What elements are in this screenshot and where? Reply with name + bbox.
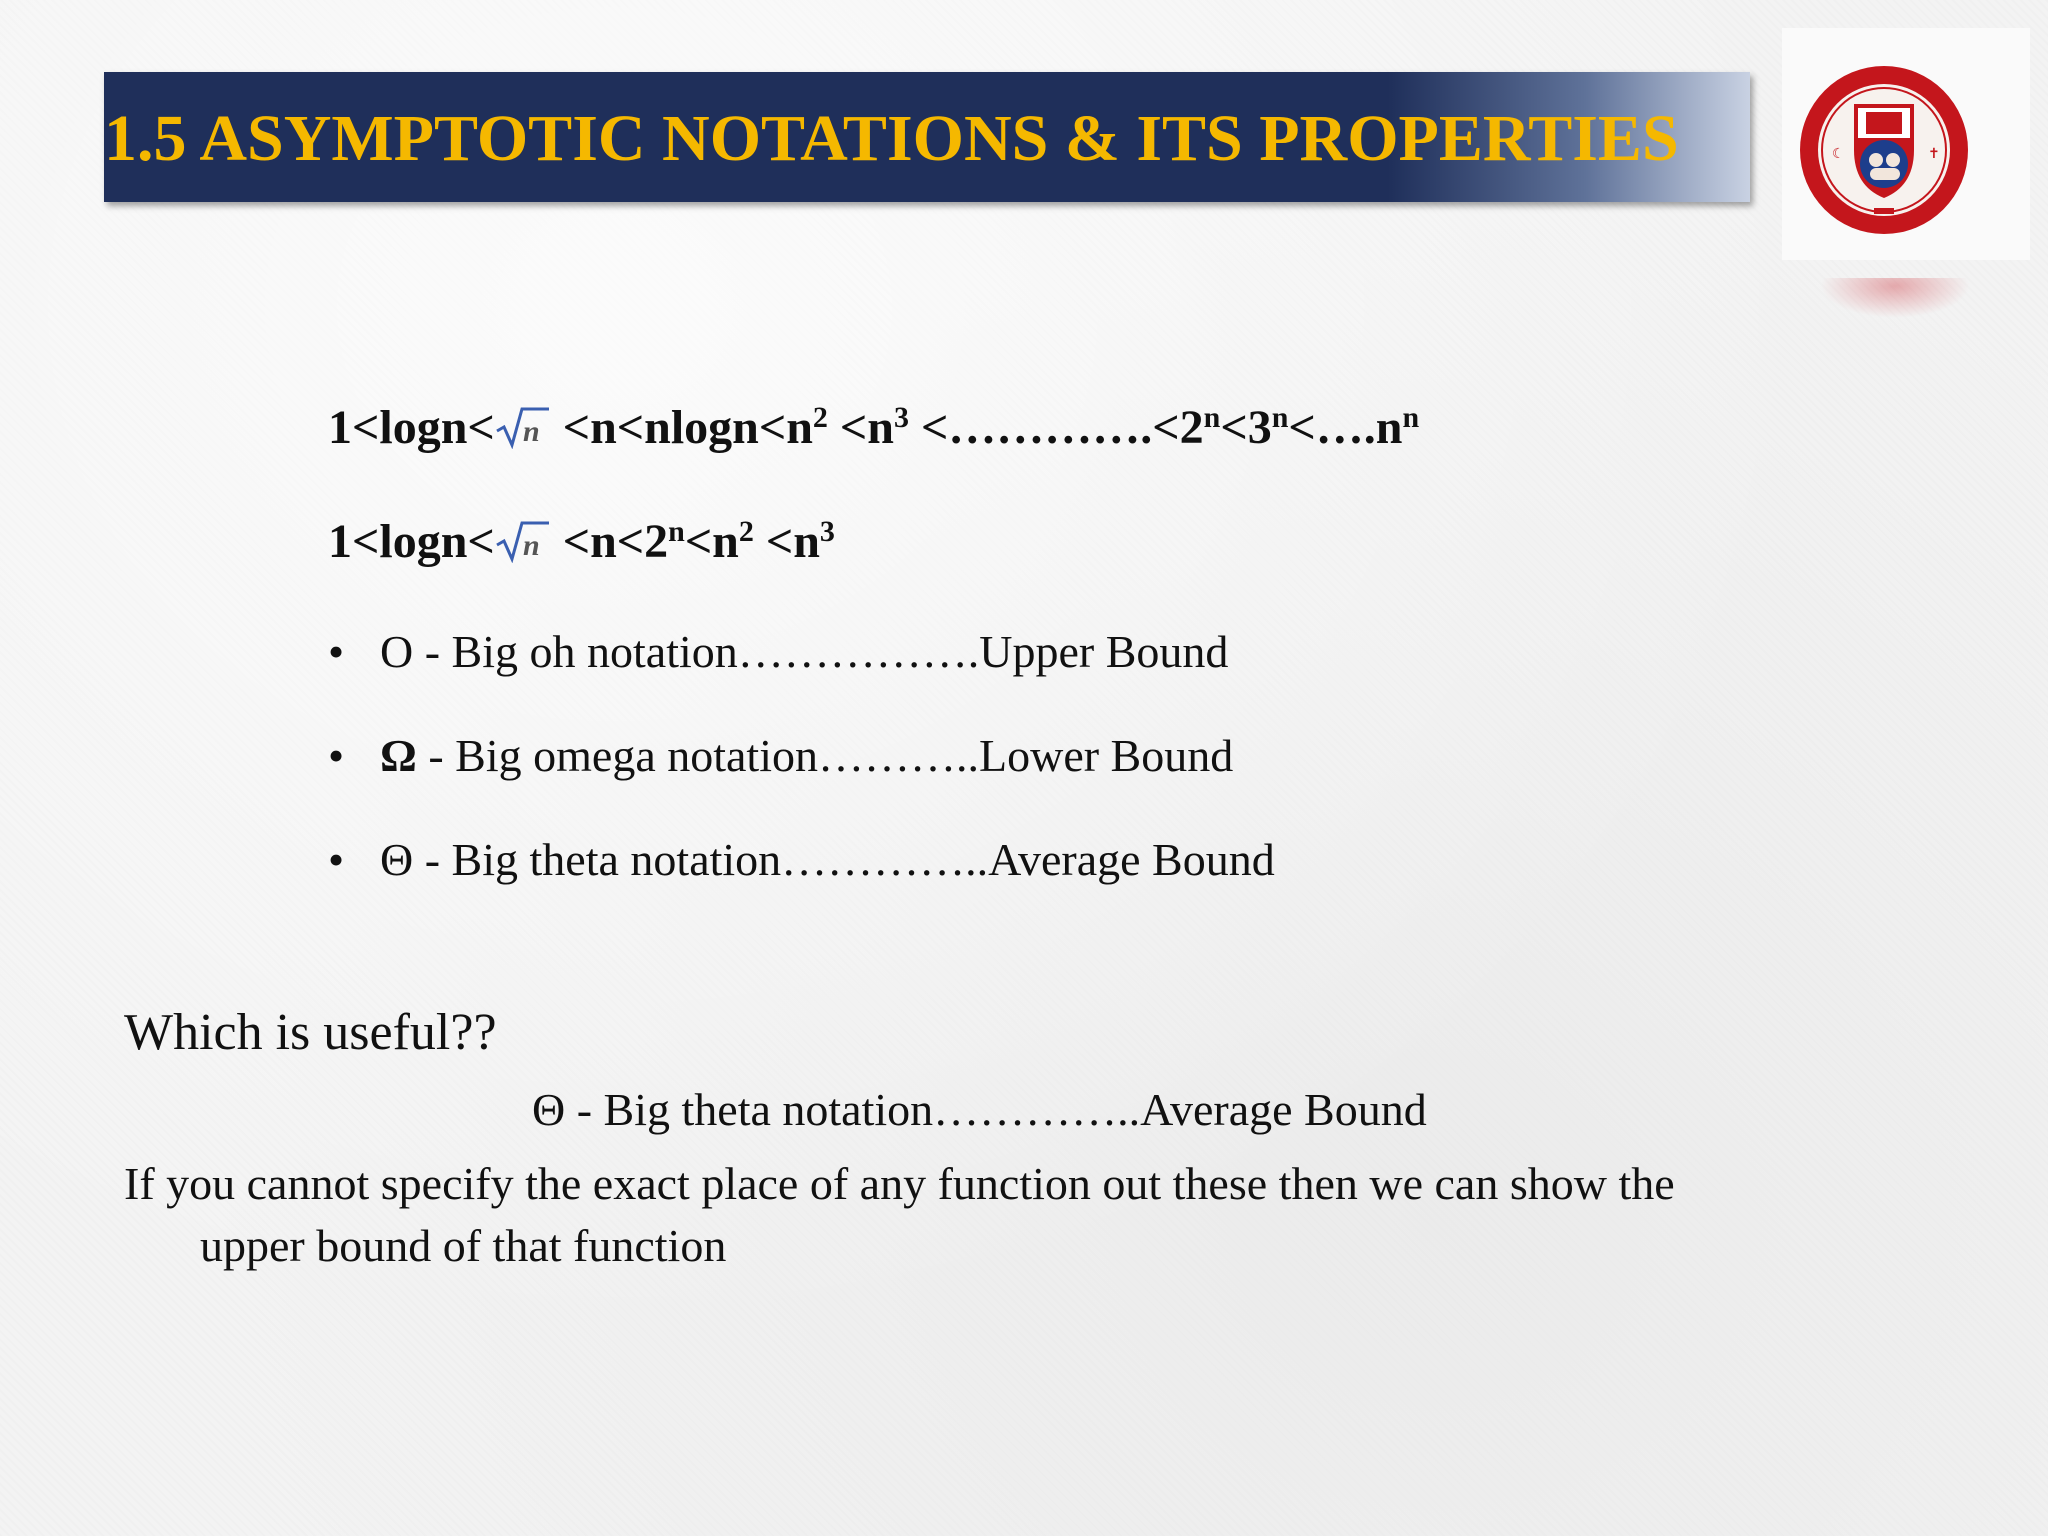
bullet-marker: •: [328, 730, 345, 781]
explanation-line-2: upper bound of that function: [200, 1220, 727, 1271]
svg-text:☾: ☾: [1832, 146, 1845, 162]
explanation-line-1: If you cannot specify the exact place of any function out these then we can show the: [124, 1158, 1675, 1209]
svg-text:n: n: [522, 529, 540, 562]
bullet-marker: •: [328, 626, 345, 677]
institution-seal-icon: [1798, 60, 1970, 244]
question-heading: Which is useful??: [124, 1004, 497, 1061]
answer-line: Θ - Big theta notation…………..Average Bound: [532, 1084, 1427, 1135]
bullet-big-theta: • Θ - Big theta notation…………..Average Bound: [328, 832, 1275, 888]
bullet-big-omega: • Ω - Big omega notation………..Lower Bound: [328, 728, 1233, 784]
logo-reflection: [1820, 278, 1970, 318]
sqrt-n-icon: [495, 405, 551, 449]
sqrt-n-icon: [495, 519, 551, 563]
growth-order-sequence-1: 1<logn< n $<n<nlogn<n^2 <n^3$ $<\dots\dots\dots\dots.<2^n<3^n<\dots.n^n$: [328, 401, 1420, 454]
bullet-marker: •: [328, 834, 345, 885]
svg-text:n: n: [522, 415, 540, 448]
svg-text:✝: ✝: [1928, 146, 1940, 162]
bullet-big-oh: • O - Big oh notation…………….Upper Bound: [328, 624, 1228, 680]
slide-title: 1.5 ASYMPTOTIC NOTATIONS & ITS PROPERTIES: [104, 102, 1679, 175]
growth-order-sequence-2: 1<logn< n $<n<2^n<n^2 <n^3$: [328, 515, 835, 568]
